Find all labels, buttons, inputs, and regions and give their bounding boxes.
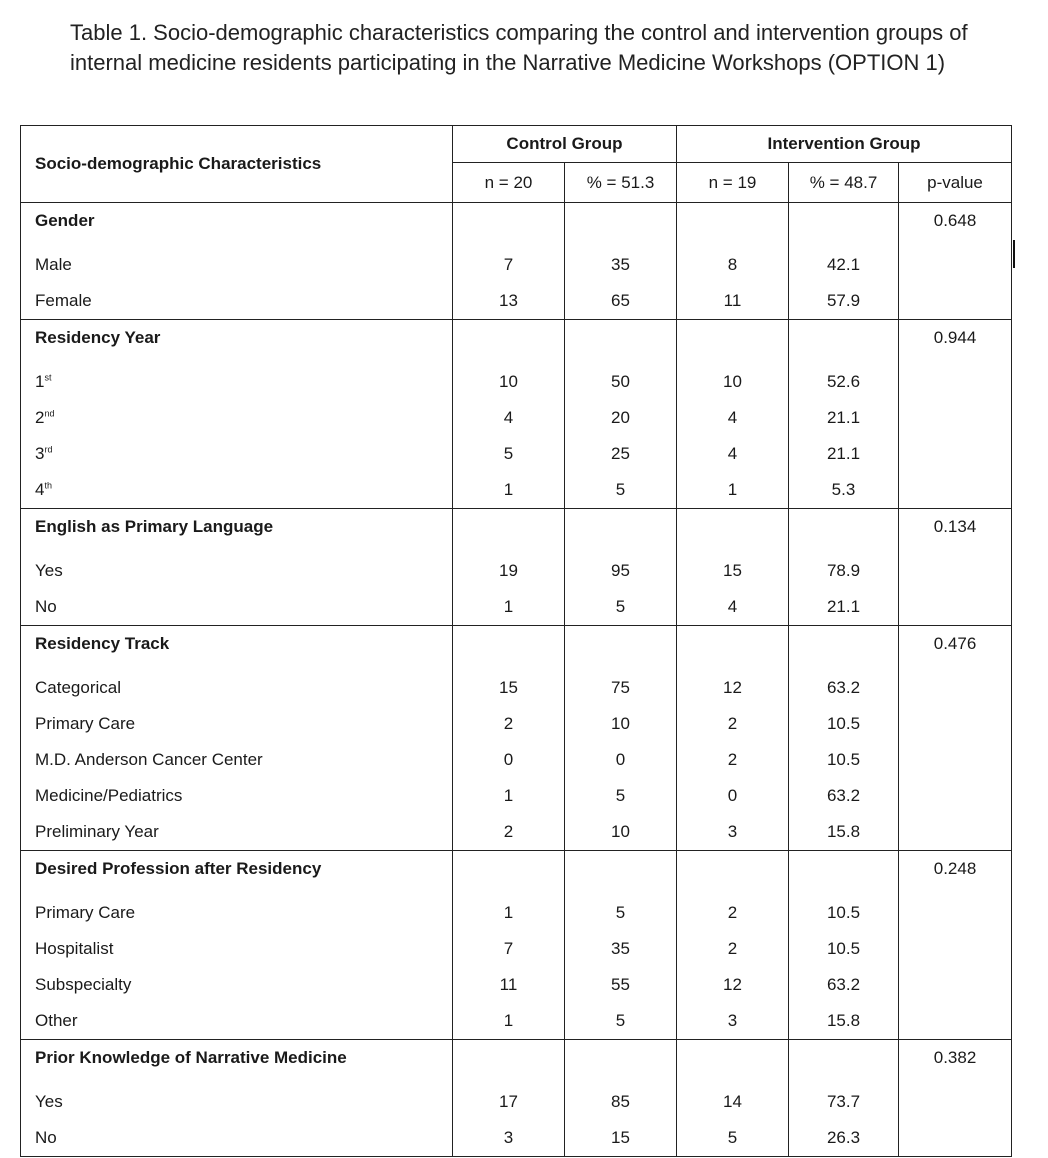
pvalue-empty xyxy=(899,706,1012,742)
intervention-pct: 10.5 xyxy=(789,742,899,778)
pvalue-empty xyxy=(899,670,1012,706)
empty-cell xyxy=(565,626,677,671)
empty-cell xyxy=(789,851,899,896)
intervention-n: 0 xyxy=(677,778,789,814)
empty-cell xyxy=(453,626,565,671)
table-row xyxy=(21,589,1012,626)
control-pct: 5 xyxy=(565,589,677,626)
group-title: Residency Track xyxy=(21,626,453,671)
row-label-text: Other xyxy=(35,1011,78,1030)
table-row xyxy=(21,895,1012,931)
empty-cell xyxy=(453,509,565,554)
intervention-n: 10 xyxy=(677,364,789,400)
intervention-pct: 57.9 xyxy=(789,283,899,320)
empty-cell xyxy=(453,851,565,896)
row-label xyxy=(21,706,453,742)
control-n: 13 xyxy=(453,283,565,320)
row-label xyxy=(21,247,453,283)
row-label-text: 3 xyxy=(35,444,45,463)
control-n: 7 xyxy=(453,931,565,967)
intervention-pct: 21.1 xyxy=(789,589,899,626)
row-label xyxy=(21,1003,453,1040)
intervention-n: 14 xyxy=(677,1084,789,1120)
ordinal-suffix: th xyxy=(44,480,52,491)
row-label xyxy=(21,670,453,706)
empty-cell xyxy=(789,203,899,248)
control-pct: 10 xyxy=(565,814,677,851)
intervention-n: 12 xyxy=(677,967,789,1003)
row-label-text: Female xyxy=(35,291,92,310)
group-pvalue: 0.134 xyxy=(899,509,1012,554)
intervention-n: 5 xyxy=(677,1120,789,1157)
pvalue-empty xyxy=(899,1120,1012,1157)
intervention-pct: 21.1 xyxy=(789,436,899,472)
row-label-text: 4 xyxy=(35,480,45,499)
pvalue-empty xyxy=(899,1084,1012,1120)
row-label-text: Subspecialty xyxy=(35,975,132,994)
margin-mark xyxy=(1013,240,1015,268)
intervention-n: 11 xyxy=(677,283,789,320)
header-control-group: Control Group xyxy=(453,126,677,163)
header-control-n: n = 20 xyxy=(453,163,565,203)
row-label xyxy=(21,1120,453,1157)
pvalue-empty xyxy=(899,778,1012,814)
row-label-text: M.D. Anderson Cancer Center xyxy=(35,750,263,769)
row-label xyxy=(21,895,453,931)
empty-cell xyxy=(565,203,677,248)
control-pct: 55 xyxy=(565,967,677,1003)
pvalue-empty xyxy=(899,742,1012,778)
empty-cell xyxy=(789,626,899,671)
control-pct: 65 xyxy=(565,283,677,320)
header-intervention-group: Intervention Group xyxy=(677,126,1012,163)
empty-cell xyxy=(677,851,789,896)
control-n: 5 xyxy=(453,436,565,472)
table-row xyxy=(21,931,1012,967)
row-label-text: Categorical xyxy=(35,678,121,697)
empty-cell xyxy=(789,509,899,554)
group-pvalue: 0.944 xyxy=(899,320,1012,365)
table-row xyxy=(21,247,1012,283)
table-row xyxy=(21,436,1012,472)
control-n: 1 xyxy=(453,472,565,509)
row-label xyxy=(21,436,453,472)
empty-cell xyxy=(565,1040,677,1085)
table-row xyxy=(21,472,1012,509)
intervention-n: 8 xyxy=(677,247,789,283)
intervention-pct: 63.2 xyxy=(789,778,899,814)
header-characteristics: Socio-demographic Characteristics xyxy=(21,126,453,203)
table-row xyxy=(21,553,1012,589)
control-n: 11 xyxy=(453,967,565,1003)
intervention-n: 2 xyxy=(677,895,789,931)
table-row xyxy=(21,967,1012,1003)
pvalue-empty xyxy=(899,472,1012,509)
table-row xyxy=(21,814,1012,851)
pvalue-empty xyxy=(899,436,1012,472)
control-n: 15 xyxy=(453,670,565,706)
control-n: 7 xyxy=(453,247,565,283)
pvalue-empty xyxy=(899,553,1012,589)
control-n: 1 xyxy=(453,778,565,814)
row-label-text: Hospitalist xyxy=(35,939,114,958)
intervention-n: 15 xyxy=(677,553,789,589)
control-pct: 5 xyxy=(565,472,677,509)
control-n: 2 xyxy=(453,814,565,851)
control-pct: 35 xyxy=(565,931,677,967)
intervention-n: 2 xyxy=(677,931,789,967)
row-label-text: Yes xyxy=(35,1092,63,1111)
control-pct: 10 xyxy=(565,706,677,742)
group-pvalue: 0.648 xyxy=(899,203,1012,248)
intervention-pct: 42.1 xyxy=(789,247,899,283)
row-label xyxy=(21,778,453,814)
control-n: 1 xyxy=(453,1003,565,1040)
pvalue-empty xyxy=(899,247,1012,283)
row-label xyxy=(21,742,453,778)
intervention-pct: 63.2 xyxy=(789,670,899,706)
row-label-text: Primary Care xyxy=(35,714,136,733)
table-row xyxy=(21,283,1012,320)
group-title: English as Primary Language xyxy=(21,509,453,554)
intervention-pct: 10.5 xyxy=(789,895,899,931)
intervention-n: 4 xyxy=(677,400,789,436)
row-label xyxy=(21,931,453,967)
empty-cell xyxy=(453,320,565,365)
header-pvalue: p-value xyxy=(899,163,1012,203)
control-pct: 85 xyxy=(565,1084,677,1120)
group-header-row xyxy=(21,203,1012,248)
group-title: Prior Knowledge of Narrative Medicine xyxy=(21,1040,453,1085)
demographics-table xyxy=(20,125,1012,1157)
pvalue-empty xyxy=(899,400,1012,436)
pvalue-empty xyxy=(899,814,1012,851)
pvalue-empty xyxy=(899,364,1012,400)
intervention-n: 4 xyxy=(677,589,789,626)
intervention-n: 3 xyxy=(677,814,789,851)
pvalue-empty xyxy=(899,283,1012,320)
group-title: Desired Profession after Residency xyxy=(21,851,453,896)
table-row xyxy=(21,778,1012,814)
control-pct: 0 xyxy=(565,742,677,778)
row-label xyxy=(21,814,453,851)
table-body xyxy=(21,203,1012,1157)
control-n: 19 xyxy=(453,553,565,589)
intervention-pct: 5.3 xyxy=(789,472,899,509)
row-label-text: Male xyxy=(35,255,72,274)
intervention-n: 2 xyxy=(677,742,789,778)
empty-cell xyxy=(677,626,789,671)
table-caption: Table 1. Socio-demographic characteristics comparing the control and intervention groups of internal medicine residents participating in the Narrative Medicine Workshops (OPTION 1) xyxy=(70,20,968,75)
row-label xyxy=(21,472,453,509)
intervention-pct: 52.6 xyxy=(789,364,899,400)
control-n: 4 xyxy=(453,400,565,436)
intervention-pct: 10.5 xyxy=(789,931,899,967)
empty-cell xyxy=(565,320,677,365)
control-pct: 5 xyxy=(565,895,677,931)
pvalue-empty xyxy=(899,1003,1012,1040)
group-pvalue: 0.382 xyxy=(899,1040,1012,1085)
ordinal-suffix: st xyxy=(44,372,52,383)
header-row-groups xyxy=(21,126,1012,163)
control-n: 2 xyxy=(453,706,565,742)
control-pct: 5 xyxy=(565,778,677,814)
empty-cell xyxy=(789,1040,899,1085)
header-intervention-pct: % = 48.7 xyxy=(789,163,899,203)
intervention-n: 3 xyxy=(677,1003,789,1040)
ordinal-suffix: nd xyxy=(44,408,55,419)
intervention-pct: 63.2 xyxy=(789,967,899,1003)
group-header-row xyxy=(21,320,1012,365)
pvalue-empty xyxy=(899,967,1012,1003)
group-header-row xyxy=(21,1040,1012,1085)
row-label-text: No xyxy=(35,1128,57,1147)
intervention-pct: 78.9 xyxy=(789,553,899,589)
empty-cell xyxy=(565,851,677,896)
row-label xyxy=(21,967,453,1003)
row-label-text: 2 xyxy=(35,408,45,427)
group-header-row xyxy=(21,851,1012,896)
row-label xyxy=(21,589,453,626)
control-n: 1 xyxy=(453,589,565,626)
table-row xyxy=(21,670,1012,706)
empty-cell xyxy=(453,1040,565,1085)
empty-cell xyxy=(677,320,789,365)
group-title: Residency Year xyxy=(21,320,453,365)
group-title: Gender xyxy=(21,203,453,248)
table-row xyxy=(21,1084,1012,1120)
control-pct: 25 xyxy=(565,436,677,472)
row-label-text: Preliminary Year xyxy=(35,822,159,841)
row-label xyxy=(21,364,453,400)
control-n: 1 xyxy=(453,895,565,931)
pvalue-empty xyxy=(899,931,1012,967)
empty-cell xyxy=(565,509,677,554)
table-row xyxy=(21,742,1012,778)
empty-cell xyxy=(453,203,565,248)
row-label xyxy=(21,283,453,320)
intervention-pct: 15.8 xyxy=(789,1003,899,1040)
header-control-pct: % = 51.3 xyxy=(565,163,677,203)
header-intervention-n: n = 19 xyxy=(677,163,789,203)
group-header-row xyxy=(21,509,1012,554)
row-label xyxy=(21,553,453,589)
intervention-n: 1 xyxy=(677,472,789,509)
intervention-pct: 73.7 xyxy=(789,1084,899,1120)
control-pct: 75 xyxy=(565,670,677,706)
row-label-text: No xyxy=(35,597,57,616)
row-label xyxy=(21,1084,453,1120)
control-pct: 50 xyxy=(565,364,677,400)
empty-cell xyxy=(677,1040,789,1085)
row-label xyxy=(21,400,453,436)
group-header-row xyxy=(21,626,1012,671)
control-pct: 5 xyxy=(565,1003,677,1040)
ordinal-suffix: rd xyxy=(44,444,53,455)
intervention-pct: 10.5 xyxy=(789,706,899,742)
pvalue-empty xyxy=(899,895,1012,931)
intervention-n: 4 xyxy=(677,436,789,472)
pvalue-empty xyxy=(899,589,1012,626)
empty-cell xyxy=(677,509,789,554)
intervention-n: 12 xyxy=(677,670,789,706)
intervention-pct: 15.8 xyxy=(789,814,899,851)
empty-cell xyxy=(789,320,899,365)
control-pct: 95 xyxy=(565,553,677,589)
row-label-text: Primary Care xyxy=(35,903,136,922)
table-row xyxy=(21,364,1012,400)
row-label-text: Yes xyxy=(35,561,63,580)
table-row xyxy=(21,1003,1012,1040)
table-row xyxy=(21,706,1012,742)
control-n: 17 xyxy=(453,1084,565,1120)
control-pct: 20 xyxy=(565,400,677,436)
control-n: 3 xyxy=(453,1120,565,1157)
intervention-pct: 26.3 xyxy=(789,1120,899,1157)
intervention-pct: 21.1 xyxy=(789,400,899,436)
table-row xyxy=(21,1120,1012,1157)
empty-cell xyxy=(677,203,789,248)
intervention-n: 2 xyxy=(677,706,789,742)
group-pvalue: 0.248 xyxy=(899,851,1012,896)
group-pvalue: 0.476 xyxy=(899,626,1012,671)
control-pct: 15 xyxy=(565,1120,677,1157)
row-label-text: Medicine/Pediatrics xyxy=(35,786,183,805)
control-n: 0 xyxy=(453,742,565,778)
row-label-text: 1 xyxy=(35,372,45,391)
control-pct: 35 xyxy=(565,247,677,283)
table-row xyxy=(21,400,1012,436)
control-n: 10 xyxy=(453,364,565,400)
